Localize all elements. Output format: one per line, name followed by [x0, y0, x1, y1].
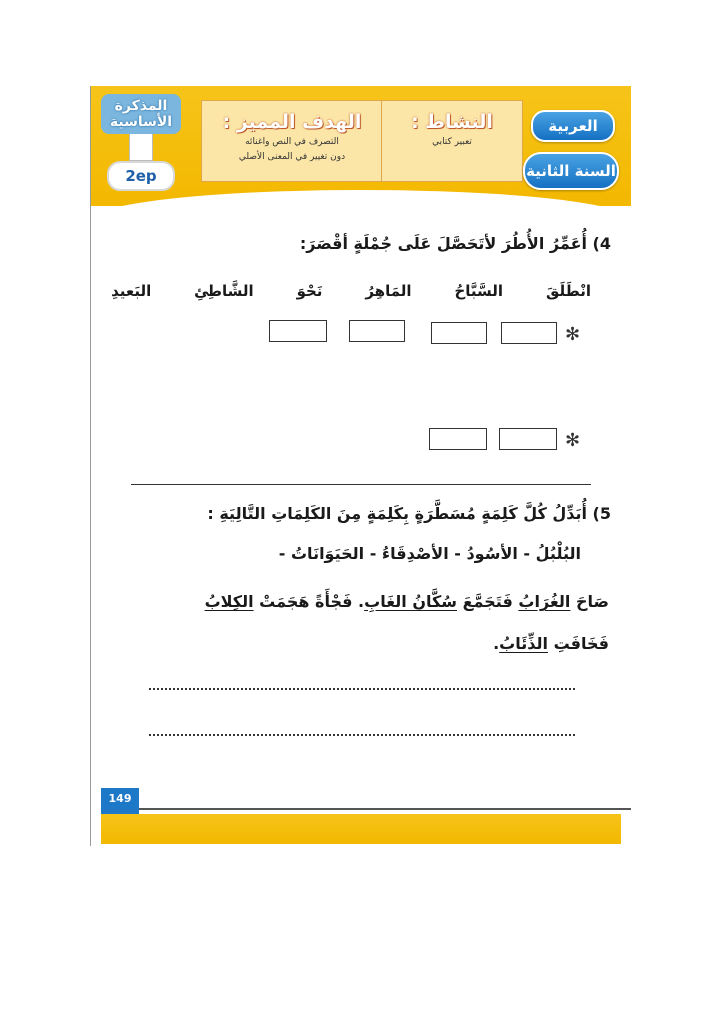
- word-6: البَعيدِ: [111, 282, 152, 300]
- worksheet-page: [90, 86, 631, 846]
- grade-badge: السنة الثانية: [523, 152, 619, 190]
- goal-line-2: دون تغيير في المعنى الأصلي: [238, 152, 346, 162]
- logo: [101, 94, 181, 190]
- writing-line[interactable]: [149, 734, 575, 736]
- underlined-word: سُكَّانُ الغَابِ: [364, 592, 458, 611]
- goal-title: الهدف المميز :: [222, 111, 362, 133]
- question-5-word-options: البُلْبُلُ - الأسُودُ - الأصْدِقَاءُ - الحَيَوَانَاتُ -: [278, 544, 581, 563]
- word-5: الشَّاطِئِ: [194, 282, 254, 300]
- answer-box[interactable]: [431, 322, 487, 344]
- page-number: 149: [101, 788, 139, 814]
- text-fragment: . فَجْأَةً هَجَمَتْ: [253, 592, 365, 611]
- question-4-instruction: 4) أُعَمِّرُ الأُطُرَ لأتَحَصَّلَ عَلَى جُمْلَةٍ أقْصَرَ:: [299, 234, 611, 253]
- question-4-word-row: [111, 282, 591, 300]
- text-fragment: فَخَافَتِ: [548, 634, 609, 653]
- goal-line-1: التصرف في النص واغنائه: [245, 137, 339, 147]
- word-4: نَحْوَ: [296, 282, 323, 300]
- activity-sub: تعبير كتابي: [432, 137, 472, 147]
- subject-badge: العربية: [531, 110, 615, 142]
- section-divider: [131, 484, 591, 485]
- text-fragment: .: [493, 634, 500, 653]
- underlined-word: الكِلابُ: [204, 592, 254, 611]
- word-1: انْطَلَقَ: [545, 282, 591, 300]
- underlined-word: الذِّئَابُ: [499, 634, 548, 653]
- writing-line[interactable]: [149, 688, 575, 690]
- logo-title: المذكرة الأساسية: [101, 94, 181, 134]
- logo-stem: [129, 134, 153, 161]
- underlined-word: الغُرَابُ: [518, 592, 571, 611]
- logo-badge: 2ep: [107, 161, 175, 191]
- activity-box: [381, 100, 523, 182]
- answer-box[interactable]: [429, 428, 487, 450]
- text-fragment: صَاحَ: [570, 592, 609, 611]
- answer-box[interactable]: [501, 322, 557, 344]
- answer-box[interactable]: [499, 428, 557, 450]
- answer-box[interactable]: [269, 320, 327, 342]
- goal-box: [201, 100, 383, 182]
- text-fragment: فَتَجَمَّعَ: [457, 592, 519, 611]
- answer-box[interactable]: [349, 320, 405, 342]
- footer-rule: [139, 808, 631, 810]
- word-2: السَّبَّاحُ: [454, 282, 504, 300]
- footer-band: [101, 814, 621, 844]
- snowflake-bullet-icon: ✻: [565, 324, 581, 345]
- question-5-instruction: 5) أُبَدِّلُ كُلَّ كَلِمَةٍ مُسَطَّرَةٍ بِكَلِمَةٍ مِنَ الكَلِمَاتِ التَّالِيَةِ :: [207, 504, 611, 523]
- snowflake-bullet-icon: ✻: [565, 430, 581, 451]
- paragraph-line-1: [139, 592, 609, 611]
- paragraph-line-2: [139, 634, 609, 653]
- activity-title: النشاط :: [411, 111, 493, 133]
- word-3: المَاهِرُ: [365, 282, 412, 300]
